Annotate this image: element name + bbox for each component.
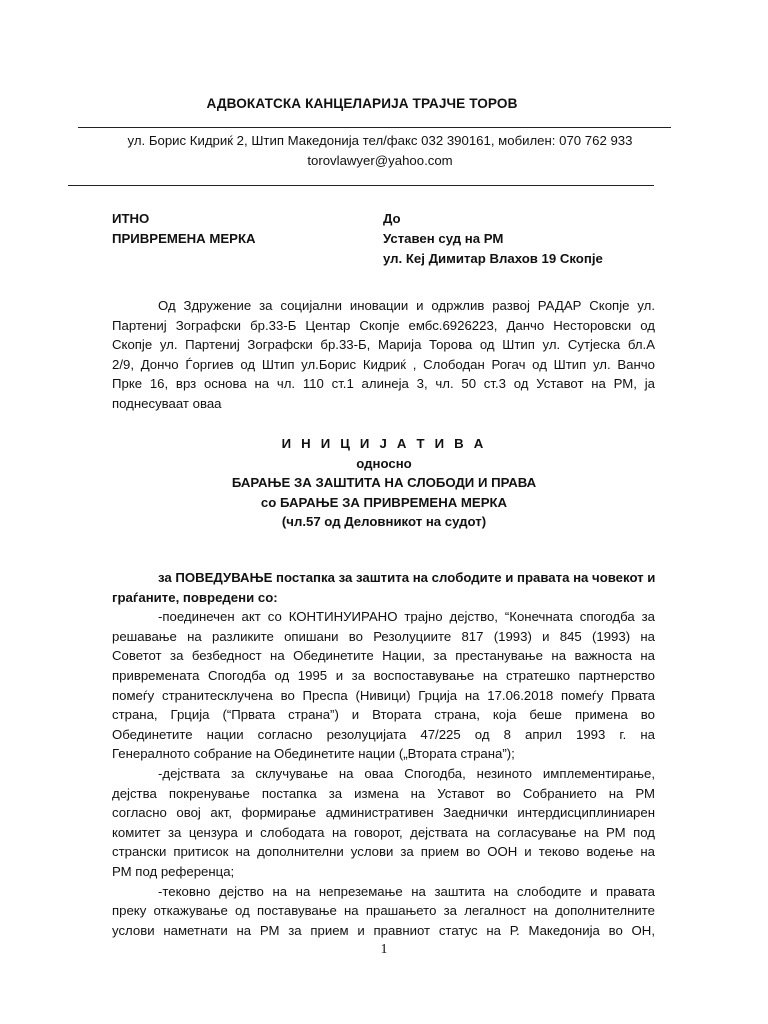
body-line: комитет за цензура и слободата на говорот, дејствата на согласување на РМ под (112, 824, 655, 840)
heading-reference: (чл.57 од Деловникот на судот) (281, 514, 487, 529)
intro-line: поднесуваат оваа (112, 395, 222, 411)
body-line: решавање на разликите опишани во Резолуциите 817 (1993) и 845 (1993) на (112, 628, 655, 644)
urgency-block (112, 209, 256, 249)
measure-label: ПРИВРЕМЕНА МЕРКА (112, 231, 256, 246)
body-paragraph (112, 568, 655, 940)
body-line: Генералното собрание на Обединетите нации („Втората страна”); (112, 746, 515, 762)
body-line: -поединечен акт со КОНТИНУИРАНО трајно дејство, “Конечната спогодба за (158, 609, 655, 625)
page-number: 1 (380, 942, 388, 957)
body-line: -тековно дејство на на непреземање на заштита на слободите и правата (158, 883, 655, 899)
body-line: помеѓу странитесклучена во Преспа (Нивици) Грција на 17.06.2018 помеѓу Првата (112, 687, 655, 703)
body-line: преку откажување од поставување на прашањето за легалност на дополнителните (112, 903, 655, 919)
contact-line: ул. Борис Кидриќ 2, Штип Македонија тел/факс 032 390161, мобилен: 070 762 933 (127, 133, 633, 148)
body-line: дејства покренување постапка за измена на Уставот во Собранието на РМ (112, 785, 655, 801)
initiative-heading (0, 434, 768, 532)
intro-line: Партениј Зографски бр.33-Б Центар Скопје ембс.6926223, Данчо Несторовски од (112, 317, 655, 333)
recipient-name: Уставен суд на РМ (383, 231, 504, 246)
body-line: привремената Спогодба од 1995 и за воспоставување на стратешко партнерство (112, 667, 655, 683)
intro-paragraph (112, 296, 655, 414)
body-line: странски притисок на дополнителни услови за прием во ООН и теково водење на (112, 844, 655, 860)
intro-line: Прке 16, врз основа на чл. 110 ст.1 алинеја 3, чл. 50 ст.3 од Уставот на РМ, ја (112, 376, 655, 392)
body-line: согласно овој акт, формирање административен Заеднички интердисциплиниарен (112, 805, 655, 821)
to-label: До (383, 211, 401, 226)
recipient-address: ул. Кеј Димитар Влахов 19 Скопје (383, 251, 603, 266)
contact-email: torovlawyer@yahoo.com (307, 153, 453, 168)
body-line: за ПОВЕДУВАЊЕ постапка за заштита на слободите и правата на човекот и (158, 570, 656, 585)
body-line: Обединетите нации согласно резолуцијата 47/225 од 8 април 1993 г. на (112, 726, 655, 742)
body-line: РМ под референца; (112, 863, 235, 879)
header-divider-top (78, 127, 671, 128)
heading-measure: со БАРАЊЕ ЗА ПРИВРЕМЕНА МЕРКА (260, 494, 508, 510)
intro-line: 2/9, Дончо Ѓоргиев од Штип ул.Борис Кидриќ , Слободан Рогач од Штип ул. Ванчо (112, 356, 655, 372)
body-line: -дејствата за склучување на оваа Спогодба, незиното имплементирање, (158, 765, 655, 781)
intro-line: Од Здружение за социјални иновации и одржлив развој РАДАР Скопје ул. (158, 298, 655, 313)
intro-line: Скопје ул. Партениј Зографски бр.33-Б, Марија Торова од Штип ул. Сутјеска бл.А (112, 337, 655, 353)
initiative-title: И Н И Ц И Ј А Т И В А (281, 436, 487, 451)
body-line: граѓаните, повредени со: (112, 589, 278, 605)
heading-request: БАРАЊЕ ЗА ЗАШТИТА НА СЛОБОДИ И ПРАВА (231, 475, 537, 490)
body-line: услови наметнати на РМ за прием и правниот статус на Р. Македонија во ОН, (112, 922, 655, 938)
body-line: страна, Грција (“Првата страна”) и Втората страна, која беше примена во (112, 707, 655, 723)
firm-name: АДВОКАТСКА КАНЦЕЛАРИЈА ТРАЈЧЕ ТОРОВ (206, 96, 518, 111)
urgency-label: ИТНО (112, 211, 150, 226)
header-divider-bottom (68, 185, 654, 186)
recipient-block (383, 209, 603, 269)
heading-connector: односно (356, 455, 412, 471)
body-line: Советот за безбедност на Обединетите Нации, за престанување на важноста на (112, 648, 655, 664)
